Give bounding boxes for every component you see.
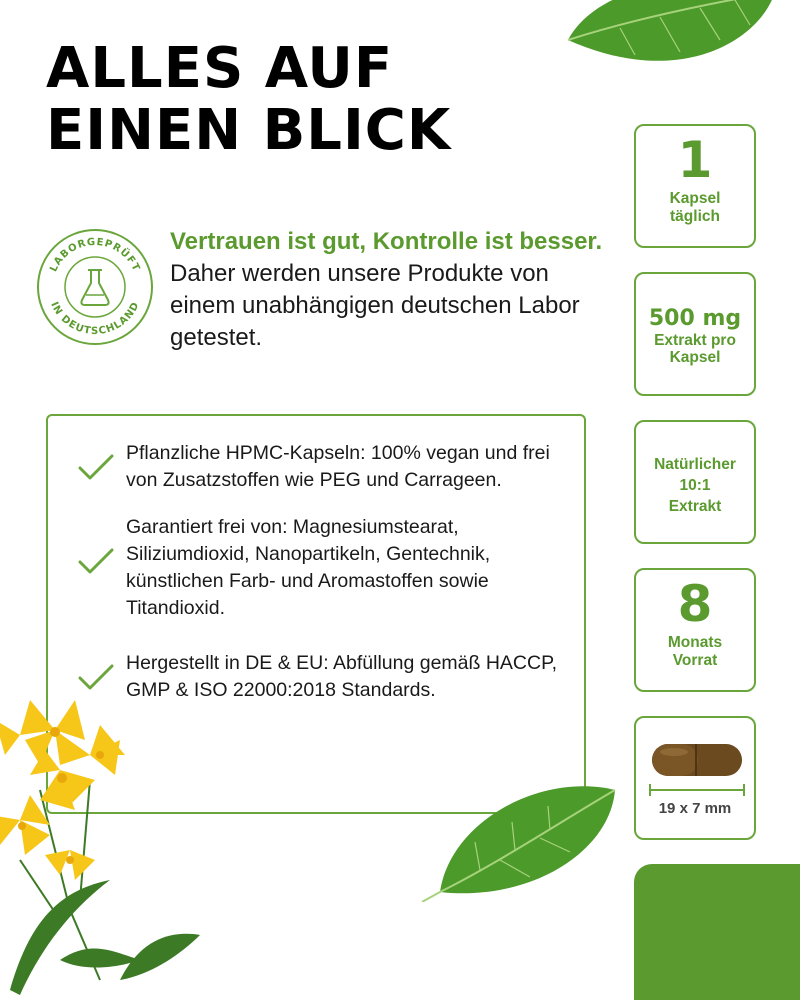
stat-daily-dose	[634, 124, 756, 248]
stat-extract-line1: Natürlicher	[654, 456, 736, 473]
leaf-top-image	[560, 0, 780, 90]
stat-daily-label-1: Kapsel	[669, 190, 721, 207]
green-corner-block	[634, 864, 800, 1000]
stat-supply-value: 8	[677, 575, 713, 633]
stat-dose-label-2: Kapsel	[669, 349, 721, 366]
stat-extract-line2: 10:1	[679, 477, 711, 494]
stat-daily-label-2: täglich	[670, 208, 720, 225]
seal-text-bottom: IN DEUTSCHLAND	[48, 300, 142, 338]
stat-extract-ratio	[634, 420, 756, 544]
benefit-text: Pflanzliche HPMC-Kapseln: 100% vegan und frei von Zusatzstoffen wie PEG und Carrageen.	[126, 442, 550, 491]
stat-supply-label-1: Monats	[667, 634, 723, 651]
stat-supply	[634, 568, 756, 692]
stat-dose-label-1: Extrakt pro	[654, 332, 736, 349]
capsule-size-label: 19 x 7 mm	[658, 800, 732, 817]
stat-extract-amount	[634, 272, 756, 396]
page-title-line2: EINEN BLICK	[46, 98, 452, 163]
stat-capsule-size	[634, 716, 756, 840]
flask-icon	[81, 270, 108, 305]
stat-supply-label-2: Vorrat	[672, 652, 718, 669]
intro-text	[170, 226, 620, 354]
intro-highlight: Vertrauen ist gut, Kontrolle ist besser.	[170, 228, 603, 255]
check-icon	[76, 546, 116, 576]
benefit-text: Garantiert frei von: Magnesiumstearat, Siliziumdioxid, Nanopartikeln, Gentechnik, künstlichen Farb- und Aromastoffen sowie Titandioxid.	[126, 516, 491, 619]
leaf-bottom-image	[420, 782, 620, 902]
check-icon	[76, 452, 116, 482]
page-title-line1: ALLES AUF	[46, 36, 394, 101]
stat-dose-value: 500 mg	[648, 306, 742, 331]
seal-text-top: LABORGEPRÜFT	[48, 236, 142, 274]
stat-daily-value: 1	[677, 131, 713, 189]
intro-body: Daher werden unsere Produkte von einem unabhängigen deutschen Labor getestet.	[170, 260, 580, 351]
page-title	[46, 38, 451, 162]
lab-tested-seal	[36, 228, 154, 346]
benefit-text: Hergestellt in DE & EU: Abfüllung gemäß HACCP, GMP & ISO 22000:2018 Standards.	[126, 652, 557, 701]
flowers-image	[0, 660, 200, 1000]
svg-text:LABORGEPRÜFT	[48, 237, 142, 274]
stat-extract-line3: Extrakt	[668, 498, 722, 515]
